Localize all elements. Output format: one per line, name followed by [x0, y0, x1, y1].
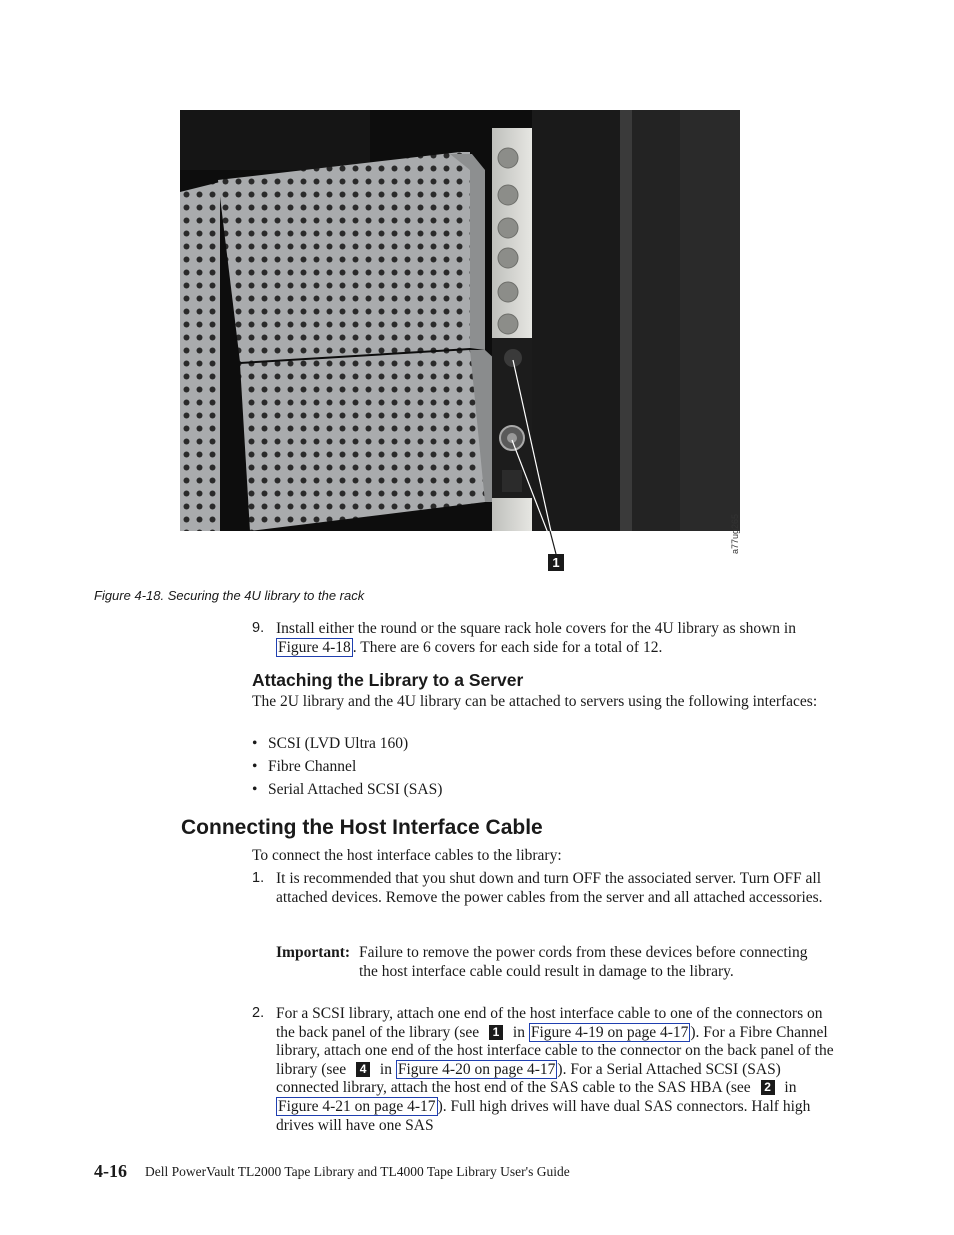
figure-caption: Figure 4-18. Securing the 4U library to the rack	[94, 588, 365, 603]
list-item-text: Fibre Channel	[268, 758, 357, 775]
step-1-text: It is recommended that you shut down and turn OFF the associated server. Turn OFF all attached devices. Remove the power cables from the server and all attached accessories.	[276, 870, 823, 906]
callout-badge: 4	[356, 1062, 370, 1077]
step-number: 1.	[252, 870, 265, 886]
step-text-part: ). Full high drives will have dual SAS connectors. Half high drives will have one SAS	[276, 1097, 811, 1134]
footer-title: Dell PowerVault TL2000 Tape Library and TL4000 Tape Library User's Guide	[145, 1164, 570, 1179]
figure-4-20-link[interactable]: Figure 4-20 on page 4-17	[397, 1060, 556, 1078]
step-9-text	[276, 620, 836, 657]
list-item-text: SCSI (LVD Ultra 160)	[268, 735, 409, 752]
step-text-part: . There are 6 covers for each side for a total of 12.	[352, 638, 663, 656]
step-number: 9.	[252, 620, 265, 636]
section-heading: Connecting the Host Interface Cable	[181, 816, 543, 839]
step-text-part: ). For a Fibre Channel library, attach one end of the host interface cable to the connector on the back panel of the library (see	[276, 1023, 834, 1078]
step-text-part: in	[376, 1060, 396, 1078]
figure-4-18-link[interactable]: Figure 4-18	[278, 638, 351, 656]
callout-badge: 2	[761, 1080, 775, 1095]
step-text-part: ). For a Serial Attached SCSI (SAS) connected library, attach the host end of the SAS cable to the SAS HBA (see	[276, 1060, 781, 1097]
callout-marker: 1	[548, 554, 564, 571]
step-number: 2.	[252, 1005, 265, 1021]
attaching-intro: The 2U library and the 4U library can be attached to servers using the following interfaces:	[252, 693, 818, 710]
step-2-text	[276, 1005, 838, 1135]
step-text-part: in	[509, 1023, 529, 1041]
callout-badge: 1	[489, 1025, 503, 1040]
page-number: 4-16	[94, 1161, 127, 1181]
step-text-part: Install either the round or the square rack hole covers for the 4U library as shown in	[276, 620, 796, 637]
step-text-part: For a SCSI library, attach one end of the host interface cable to one of the connectors on the back panel of the library (see	[276, 1005, 823, 1041]
connecting-intro: To connect the host interface cables to the library:	[252, 847, 562, 864]
callout-leader	[540, 531, 570, 555]
list-item-text: Serial Attached SCSI (SAS)	[268, 781, 443, 798]
figure-4-19-link[interactable]: Figure 4-19 on page 4-17	[530, 1023, 689, 1041]
important-label: Important:	[276, 944, 351, 961]
attaching-heading: Attaching the Library to a Server	[252, 670, 524, 690]
figure-id: a77ug265	[730, 513, 740, 554]
figure-4-21-link[interactable]: Figure 4-21 on page 4-17	[278, 1097, 436, 1115]
important-text: Failure to remove the power cords from these devices before connecting the host interface cable could result in damage to the library.	[359, 944, 808, 980]
rack-photo	[180, 110, 740, 531]
step-text-part: in	[780, 1079, 797, 1097]
